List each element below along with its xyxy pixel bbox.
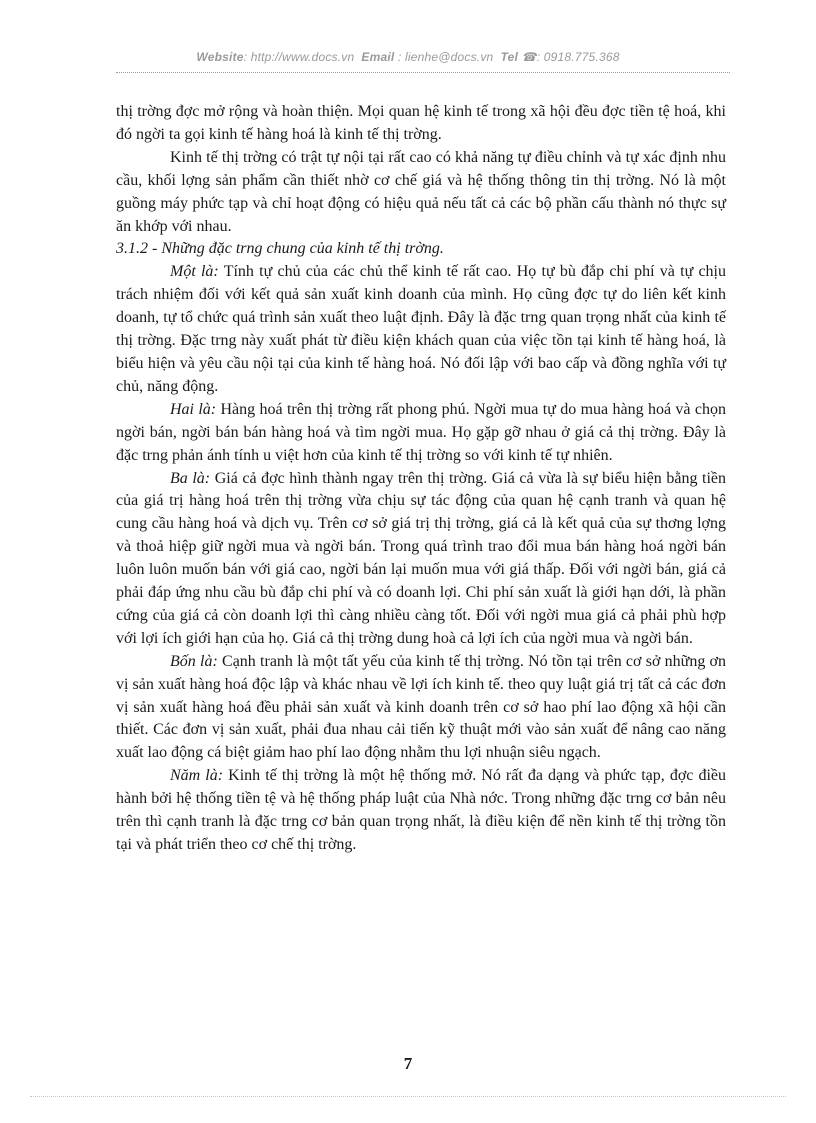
- paragraph-ba-la: [116, 468, 726, 651]
- paragraph-2: Kinh tế thị trờng có trật tự nội tại rất cao có khả năng tự điều chỉnh và tự xác định nhu cầu, khối lợng sản phẩm cần thiết nhờ cơ chế giá và hệ thống thông tin thị trờng. Nó là một guồng máy phức tạp và chỉ hoạt động có hiệu quả nếu tất cả các bộ phần cấu thành nó thực sự ăn khớp với nhau.: [116, 148, 726, 235]
- text-ba-la: Giá cả đợc hình thành ngay trên thị trờng. Giá cả vừa là sự biểu hiện bằng tiền của giá trị hàng hoá trên thị trờng vừa chịu sự tác động của quan hệ cạnh tranh và quan hệ cung cầu hàng hoá và dịch vụ. Trên cơ sở giá trị thị trờng, giá cả là kết quả của sự thơng lợng và thoả hiệp giữ ngời mua và ngời bán. Trong quá trình trao đổi mua bán hàng hoá ngời bán luôn luôn muốn bán với giá cao, ngời bán lại muốn mua với giá thấp. Đối với ngời bán, giá cả phải đáp ứng nhu cầu bù đắp chi phí và có doanh lợi. Chi phí sản xuất là giới hạn dới, là phần cứng của giá cả còn doanh lợi thì càng nhiều càng tốt. Đối với ngời mua giá cả phải phù hợp với lợi ích giới hạn của họ. Giá cả thị trờng dung hoà cả lợi ích của ngời mua và ngời bán.: [116, 469, 727, 647]
- text-hai-la: Hàng hoá trên thị trờng rất phong phú. Ngời mua tự do mua hàng hoá và chọn ngời bán, ngời bán bán hàng hoá và tìm ngời mua. Họ gặp gỡ nhau ở giá cả thị trờng. Đây là đặc trng phản ánh tính u việt hơn của kinh tế thị trờng so với kinh tế tự nhiên.: [116, 400, 726, 464]
- lead-mot-la: Một là:: [170, 263, 219, 281]
- section-heading: 3.1.2 - Những đặc trng chung của kinh tế thị trờng.: [116, 240, 444, 258]
- email-value: : lienhe@docs.vn: [397, 50, 494, 64]
- text-nam-la: Kinh tế thị trờng là một hệ thống mở. Nó rất đa dạng và phức tạp, đợc điều hành bởi hệ thống tiền tệ và hệ thống pháp luật của Nhà nớc. Trong những đặc trng cơ bản nêu trên thì cạnh tranh là đặc trng cơ bản quan trọng nhất, là điều kiện để nền kinh tế thị trờng tồn tại và phát triển theo cơ chế thị trờng.: [116, 767, 727, 853]
- website-label: Website: [196, 50, 244, 64]
- lead-bon-la: Bốn là:: [170, 652, 218, 670]
- lead-hai-la: Hai là:: [170, 400, 217, 418]
- website-value: : http://www.docs.vn: [243, 50, 355, 64]
- paragraph-hai-la: [116, 399, 726, 468]
- lead-ba-la: Ba là:: [170, 469, 211, 487]
- paragraph-nam-la: [116, 765, 726, 857]
- paragraph-bon-la: [116, 651, 726, 766]
- lead-nam-la: Năm là:: [170, 767, 224, 785]
- paragraph-1: thị trờng đợc mở rộng và hoàn thiện. Mọi quan hệ kinh tế trong xã hội đều đợc tiền tệ hoá, khi đó ngời ta gọi kinh tế hàng hoá là kinh tế thị trờng.: [116, 103, 726, 143]
- email-label: Email: [361, 50, 395, 64]
- paragraph-mot-la: [116, 261, 726, 398]
- page-header: [0, 50, 816, 64]
- text-bon-la: Cạnh tranh là một tất yếu của kinh tế thị trờng. Nó tồn tại trên cơ sở những ơn vị sản xuất hàng hoá độc lập và khác nhau về lợi ích kinh tế. theo quy luật giá trị tất cả các đơn vị sản xuất hàng hoá đều phải sản xuất và kinh doanh trên cơ sở hao phí lao động xã hội cần thiết. Các đơn vị sản xuất, phải đua nhau cải tiến kỹ thuật mới vào sản xuất để nâng cao năng xuất lao động cá biệt giảm hao phí lao động nhằm thu lợi nhuận siêu ngạch.: [116, 652, 727, 762]
- footer-divider: [30, 1096, 786, 1097]
- phone-icon: ☎: [521, 50, 537, 64]
- tel-label: Tel: [500, 50, 518, 64]
- page-number: 7: [403, 1054, 413, 1073]
- document-body: [116, 101, 726, 857]
- text-mot-la: Tính tự chủ của các chủ thể kinh tế rất cao. Họ tự bù đắp chi phí và tự chịu trách nhiệm đối với kết quả sản xuất kinh doanh của mình. Họ cũng đợc tự do liên kết kinh doanh, tự tổ chức quá trình sản xuất theo luật định. Đây là đặc trng quan trọng nhất của kinh tế thị trờng. Đặc trng này xuất phát từ điều kiện khách quan của việc tồn tại kinh tế hàng hoá, là biểu hiện và yêu cầu nội tại của kinh tế hàng hoá. Nó đối lập với bao cấp và đồng nghĩa với tự chủ, năng động.: [116, 263, 727, 395]
- header-divider: [116, 72, 730, 73]
- tel-value: : 0918.775.368: [536, 50, 620, 64]
